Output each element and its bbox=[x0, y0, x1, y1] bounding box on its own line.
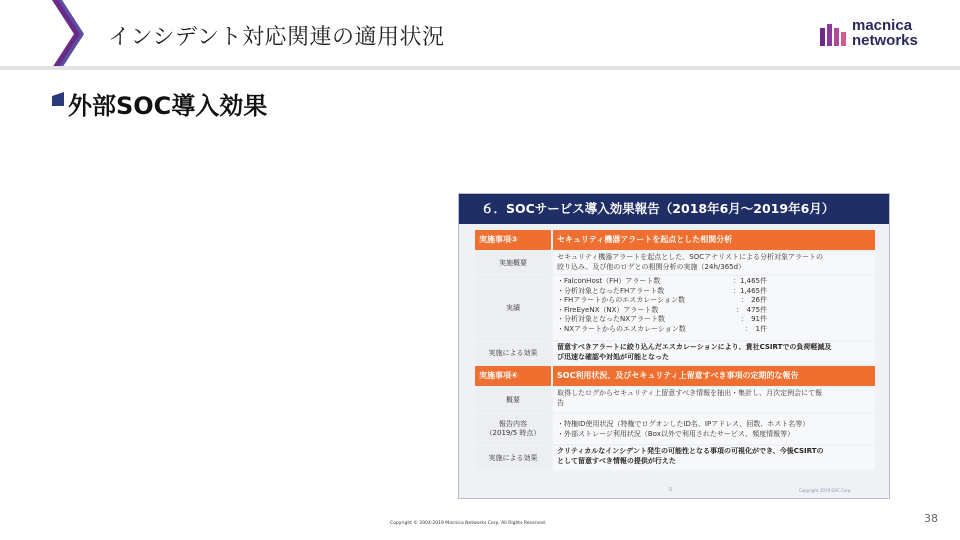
report-row bbox=[475, 414, 875, 444]
row-label: 実施による効果 bbox=[475, 446, 551, 470]
footer-copyright: Copyright © 2004-2019 Macnica Networks Corp. All Rights Reserved. bbox=[390, 521, 547, 526]
embedded-report-slide bbox=[458, 193, 890, 499]
metric-item: ・分析対象となったNXアラート数 ： 91件 bbox=[557, 315, 767, 323]
metric-item: ・NXアラートからのエスカレーション数 ： 1件 bbox=[557, 324, 767, 333]
logo-wordmark bbox=[852, 18, 918, 48]
content-line: セキュリティ機器アラートを起点とした、SOCアナリストによる分析対象アラートの bbox=[557, 253, 823, 261]
row-label: 概要 bbox=[475, 388, 551, 412]
report-page-number: 5 bbox=[669, 487, 673, 493]
section-heading: 外部SOC導入効果 bbox=[68, 92, 268, 120]
logo-line-2: networks bbox=[852, 32, 918, 49]
row-content bbox=[553, 414, 875, 444]
report-body bbox=[475, 230, 875, 472]
metric-item: ・FHアラートからのエスカレーション数 ： 26件 bbox=[557, 296, 767, 304]
bullet-icon bbox=[52, 92, 64, 106]
logo-line-1: macnica bbox=[852, 17, 913, 34]
macnica-logo-icon bbox=[820, 22, 848, 46]
row-label: 実績 bbox=[475, 276, 551, 340]
section-title: SOC利用状況、及びセキュリティ上留意すべき事項の定期的な報告 bbox=[553, 366, 875, 386]
content-line: 告 bbox=[557, 398, 564, 407]
section-title: セキュリティ機器アラートを起点とした相関分析 bbox=[553, 230, 875, 250]
metric-item: ・FalconHost（FH）アラート数 ：1,465件 bbox=[557, 277, 767, 285]
row-content bbox=[553, 252, 875, 274]
report-title: ６．SOCサービス導入効果報告（2018年6月～2019年6月） bbox=[459, 194, 889, 224]
row-content bbox=[553, 388, 875, 412]
header-chevron-icon bbox=[48, 0, 88, 68]
report-row bbox=[475, 276, 875, 340]
effect-content bbox=[553, 446, 875, 470]
slide-title: インシデント対応関連の適用状況 bbox=[108, 25, 445, 50]
metrics-list bbox=[553, 276, 875, 340]
report-row bbox=[475, 446, 875, 470]
section-label: 実施事項④ bbox=[475, 366, 551, 386]
effect-content bbox=[553, 342, 875, 364]
content-line: ・特権ID使用状況（特権でログオンしたID名、IPアドレス、回数、ホスト名等） bbox=[557, 420, 810, 428]
content-line: 取得したログからセキュリティ上留意すべき情報を抽出・集計し、月次定例会にて報 bbox=[557, 389, 823, 397]
report-row bbox=[475, 252, 875, 274]
row-label: 報告内容 （2019/5 時点） bbox=[475, 414, 551, 444]
content-line: 絞り込み、及び他のログとの相関分析の実施（24h/365d） bbox=[557, 262, 746, 271]
metric-item: ・分析対象となったFHアラート数 ：1,465件 bbox=[557, 286, 767, 295]
section-label: 実施事項③ bbox=[475, 230, 551, 250]
report-row bbox=[475, 388, 875, 412]
metric-item: ・FireEyeNX（NX）アラート数 ： 475件 bbox=[557, 305, 767, 314]
content-line: ・外部ストレージ利用状況（Box以外で利用されたサービス、頻度情報等） bbox=[557, 429, 795, 438]
content-line: 留意すべきアラートに絞り込んだエスカレーションにより、貴社CSIRTでの負荷軽減及 bbox=[557, 343, 832, 351]
report-section-header bbox=[475, 230, 875, 250]
header-divider bbox=[0, 66, 960, 70]
report-section-header bbox=[475, 366, 875, 386]
row-label: 実施概要 bbox=[475, 252, 551, 274]
page-number: 38 bbox=[924, 512, 938, 525]
report-copyright: Copyright 2019 SOC Corp. bbox=[799, 488, 852, 493]
report-row bbox=[475, 342, 875, 364]
content-line: クリティカルなインシデント発生の可能性となる事項の可視化ができ、今後CSIRTの bbox=[557, 447, 824, 455]
content-line: び迅速な確認や対処が可能となった bbox=[557, 352, 669, 361]
row-label: 実施による効果 bbox=[475, 342, 551, 364]
company-logo bbox=[820, 18, 938, 52]
content-line: として留意すべき情報の提供が行えた bbox=[557, 456, 676, 465]
